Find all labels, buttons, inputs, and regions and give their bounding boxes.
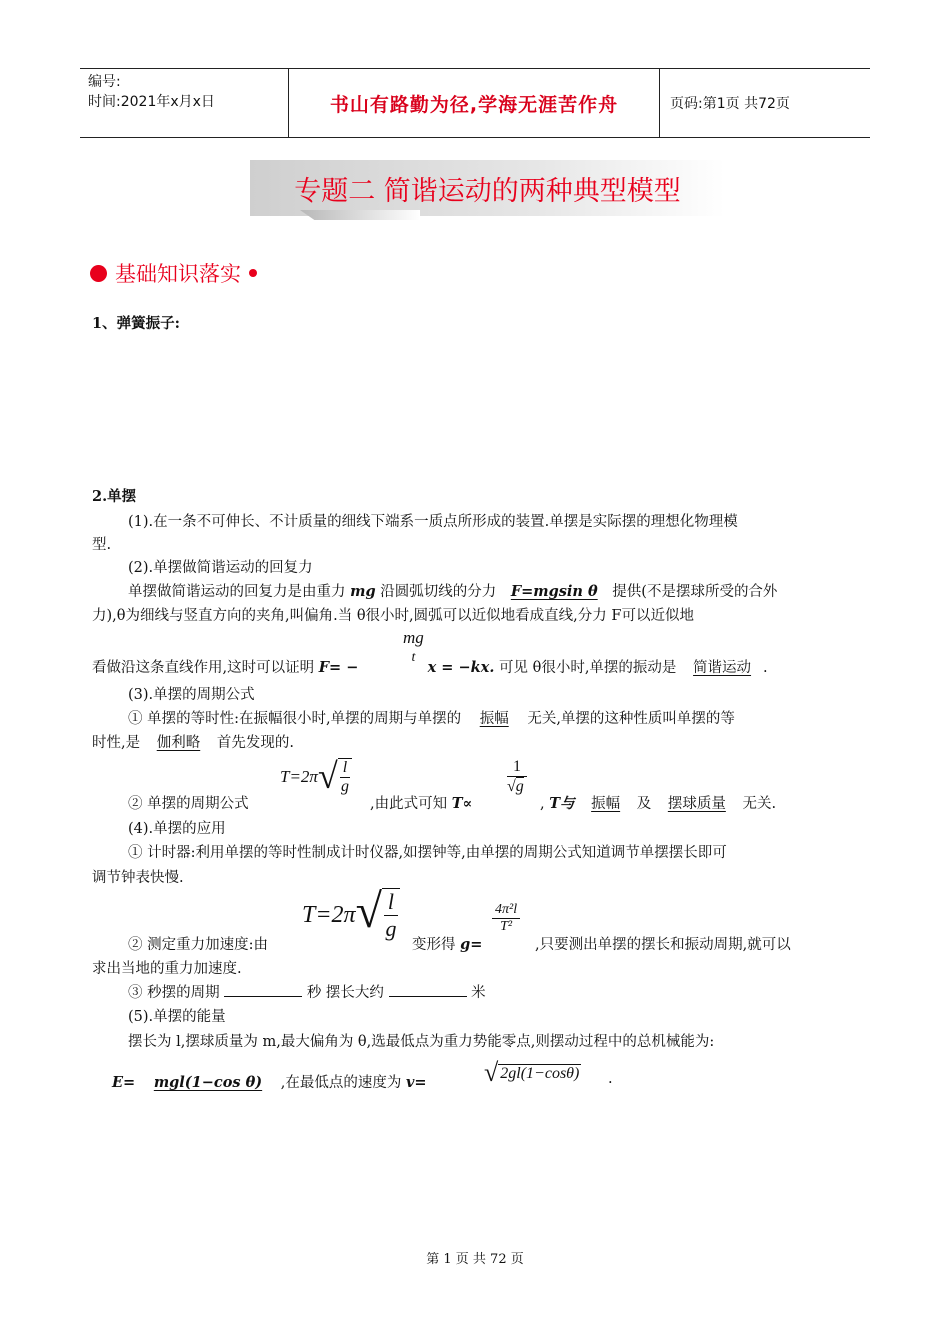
p3-2f: 无关. [742, 796, 777, 812]
p2-c-x: x = −kx. [427, 659, 495, 676]
page-title: 专题二 简谐运动的两种典型模型 [294, 175, 681, 207]
p5-heading: (5).单摆的能量 [128, 1009, 226, 1025]
p3-line-2 [128, 792, 249, 813]
p3-line-1 [128, 707, 735, 728]
p2-c1: 看做沿这条直线作用,这时可以证明 [92, 660, 315, 676]
p2-mg: mg [350, 583, 376, 600]
p4-line-3 [128, 981, 486, 1002]
number-label: 编号: [88, 74, 121, 90]
p3-2b: ,由此式可知 [370, 796, 448, 812]
p3-2e: 及 [636, 796, 652, 812]
p4-3c: 米 [471, 985, 486, 1001]
p3-line-2c [540, 792, 776, 813]
p5-line-a: 摆长为 l,摆球质量为 m,最大偏角为 θ,选最低点为重力势能零点,则摆动过程中的总机械能为: [128, 1034, 715, 1050]
header-left-cell [80, 69, 289, 137]
section-heading-text: 基础知识落实 [115, 262, 241, 286]
frac-t: t [411, 650, 416, 665]
p5-b: ,在最低点的速度为 [280, 1075, 402, 1091]
p4-line-1: ① 计时器:利用单摆的等时性制成计时仪器,如摆钟等,由单摆的周期公式知道调节单摆摆长即可 [128, 845, 727, 861]
p4-2g: g= [460, 936, 483, 953]
g-den: T² [500, 919, 513, 934]
var-l-big: l [384, 889, 398, 916]
T-eq-big: T=2π [302, 901, 356, 928]
p4-line-2d: 求出当地的重力加速度. [92, 961, 242, 977]
section-heading [90, 258, 257, 288]
p2-line-c: 看做沿这条直线作用,这时可以证明 F= − x = −kx. 可见 θ很小时,单摆的振动是 简谐运动 . [92, 659, 768, 676]
velocity-formula: √ 2gl(1−cosθ) [484, 1058, 580, 1087]
p2-c-F: F= − [318, 659, 359, 676]
motto: 书山有路勤为径,学海无涯苦作舟 [289, 69, 660, 137]
p3-line-2b [370, 792, 472, 813]
p5-v: v= [405, 1074, 427, 1091]
p3-line-1c [92, 731, 294, 752]
g-formula [492, 902, 520, 935]
p5-E: E= [112, 1074, 136, 1091]
frac-mg-t [403, 628, 424, 666]
p2-line-b: 力),θ为细线与竖直方向的夹角,叫偏角.当 θ很小时,圆弧可以近似地看成直线,分力 F可以近似地 [92, 608, 694, 624]
p3-T-prop: T∝ [451, 795, 473, 812]
p2-a3: 提供(不是摆球所受的合外 [612, 584, 778, 600]
p2-a1: 单摆做简谐运动的回复力是由重力 [128, 584, 346, 600]
p2-c2: 可见 θ很小时,单摆的振动是 [498, 660, 677, 676]
p4-line-2c: ,只要测出单摆的摆长和振动周期,就可以 [535, 937, 791, 953]
item-spring: 1、弹簧振子: [92, 315, 180, 332]
p5-answer-energy: mgl(1−cos θ) [153, 1074, 263, 1091]
p2-line-a [128, 580, 777, 601]
one: 1 [507, 758, 527, 777]
p5-line-b [112, 1071, 427, 1092]
header-table [80, 68, 870, 138]
p3-heading: (3).单摆的周期公式 [128, 687, 255, 703]
period-formula [280, 758, 352, 796]
period-formula-big [302, 885, 400, 942]
sqrt-l-g-big: √ l g [356, 888, 400, 942]
p4-3a: ③ 秒摆的周期 [128, 985, 220, 1001]
p4-2b: 变形得 [412, 937, 456, 953]
frac-mg: mg [403, 628, 424, 647]
page-info: 页码:第1页 共72页 [670, 96, 790, 112]
p2-answer-shm: 简谐运动 [693, 660, 752, 676]
v-expr: 2gl(1−cosθ) [500, 1064, 580, 1082]
p5-end: . [608, 1071, 613, 1087]
bullet-small-icon [249, 269, 257, 277]
var-l: l [340, 759, 350, 778]
p3-1b: 无关,单摆的这种性质叫单摆的等 [527, 711, 735, 727]
p1-text: (1).在一条不可伸长、不计质量的细线下端系一质点所形成的装置.单摆是实际摆的理想化物理模 [128, 514, 738, 530]
p4-3b: 秒 摆长大约 [306, 985, 384, 1001]
var-g-2: g [515, 778, 524, 795]
item-pendulum: 2.单摆 [92, 488, 137, 505]
g-num: 4π²l [492, 902, 520, 919]
p4-line-2: ② 测定重力加速度:由 [128, 937, 268, 953]
page-footer: 第 1 页 共 72 页 [426, 1252, 524, 1267]
p3-answer-amplitude-2: 振幅 [591, 796, 621, 812]
p1-text-cont: 型. [92, 537, 112, 553]
p3-1c: 时性,是 [92, 735, 141, 751]
p3-2d: T与 [549, 795, 575, 812]
p3-answer-galileo: 伽利略 [156, 735, 201, 751]
blank-period[interactable] [224, 982, 302, 997]
blank-length[interactable] [389, 982, 467, 997]
p2-answer-force: F=mgsin θ [510, 583, 598, 600]
var-g-big: g [385, 916, 397, 941]
p3-answer-amplitude: 振幅 [479, 711, 509, 727]
p3-1a: ① 单摆的等时性:在振幅很小时,单摆的周期与单摆的 [128, 711, 462, 727]
T-eq: T=2π [280, 767, 318, 786]
p4-heading: (4).单摆的应用 [128, 821, 226, 837]
p2-heading: (2).单摆做简谐运动的回复力 [128, 560, 313, 576]
p3-2c: , [540, 796, 545, 812]
date-label: 时间:2021年x月x日 [88, 94, 215, 110]
p3-answer-mass: 摆球质量 [667, 796, 726, 812]
p2-a2: 沿圆弧切线的分力 [380, 584, 497, 600]
p3-1d: 首先发现的. [216, 735, 294, 751]
p3-2a: ② 单摆的周期公式 [128, 796, 249, 812]
sqrt-l-g: √ l g [318, 758, 352, 796]
p4-line-1b: 调节钟表快慢. [92, 870, 184, 886]
inv-sqrt-g: 1 √ g [507, 758, 527, 796]
bullet-icon [90, 265, 107, 282]
var-g: g [340, 778, 349, 795]
p4-line-2b [412, 933, 482, 954]
